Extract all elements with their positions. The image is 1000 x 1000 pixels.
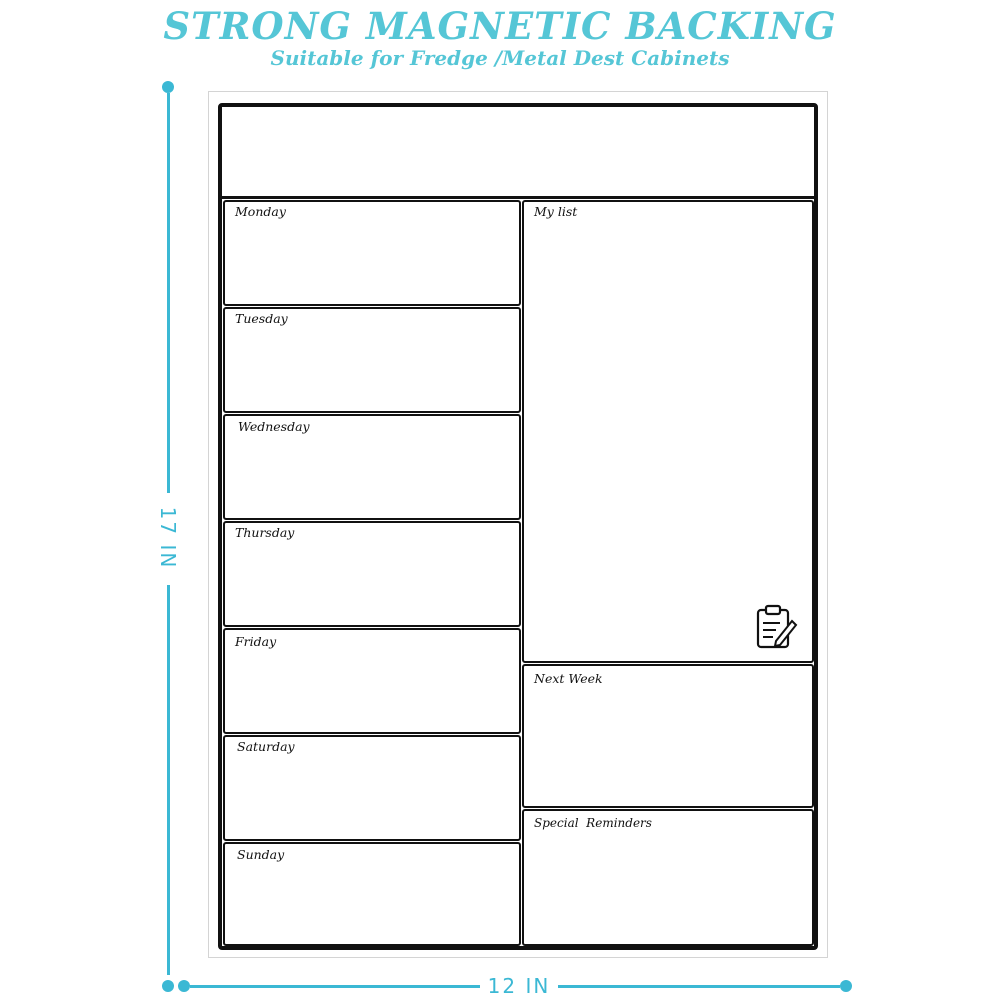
day-label: Wednesday (238, 419, 310, 434)
day-cell-sunday (223, 842, 521, 946)
day-cell-thursday (223, 521, 521, 627)
weekly-planner-board (218, 103, 818, 950)
day-label: Friday (235, 634, 277, 649)
height-line-lower (167, 585, 170, 975)
dimension-dot-bottom-left (162, 980, 174, 992)
special-reminders-box (522, 809, 814, 946)
day-label: Saturday (237, 739, 295, 754)
day-cell-monday (223, 200, 521, 306)
day-cell-tuesday (223, 307, 521, 413)
width-line-left (190, 985, 480, 988)
clipboard-pen-icon (754, 603, 798, 651)
day-label: Monday (235, 204, 286, 219)
width-line-right (558, 985, 840, 988)
special-reminders-label: Special Reminders (534, 816, 652, 830)
day-label: Thursday (235, 525, 295, 540)
dimension-dot-right (840, 980, 852, 992)
height-label: 17 IN (156, 501, 180, 576)
subheadline: Suitable for Fredge /Metal Dest Cabinets (270, 46, 730, 70)
dimension-dot-left (178, 980, 190, 992)
width-label: 12 IN (482, 974, 557, 998)
day-cell-friday (223, 628, 521, 734)
day-label: Sunday (237, 847, 285, 862)
my-list-box (522, 200, 814, 663)
next-week-label: Next Week (534, 671, 603, 686)
next-week-box (522, 664, 814, 808)
headline: STRONG MAGNETIC BACKING (163, 4, 837, 48)
day-label: Tuesday (235, 311, 288, 326)
day-cell-saturday (223, 735, 521, 841)
dimension-dot-top (162, 81, 174, 93)
header-box (222, 107, 814, 199)
height-line-upper (167, 93, 170, 493)
day-cell-wednesday (223, 414, 521, 520)
my-list-label: My list (534, 204, 578, 219)
